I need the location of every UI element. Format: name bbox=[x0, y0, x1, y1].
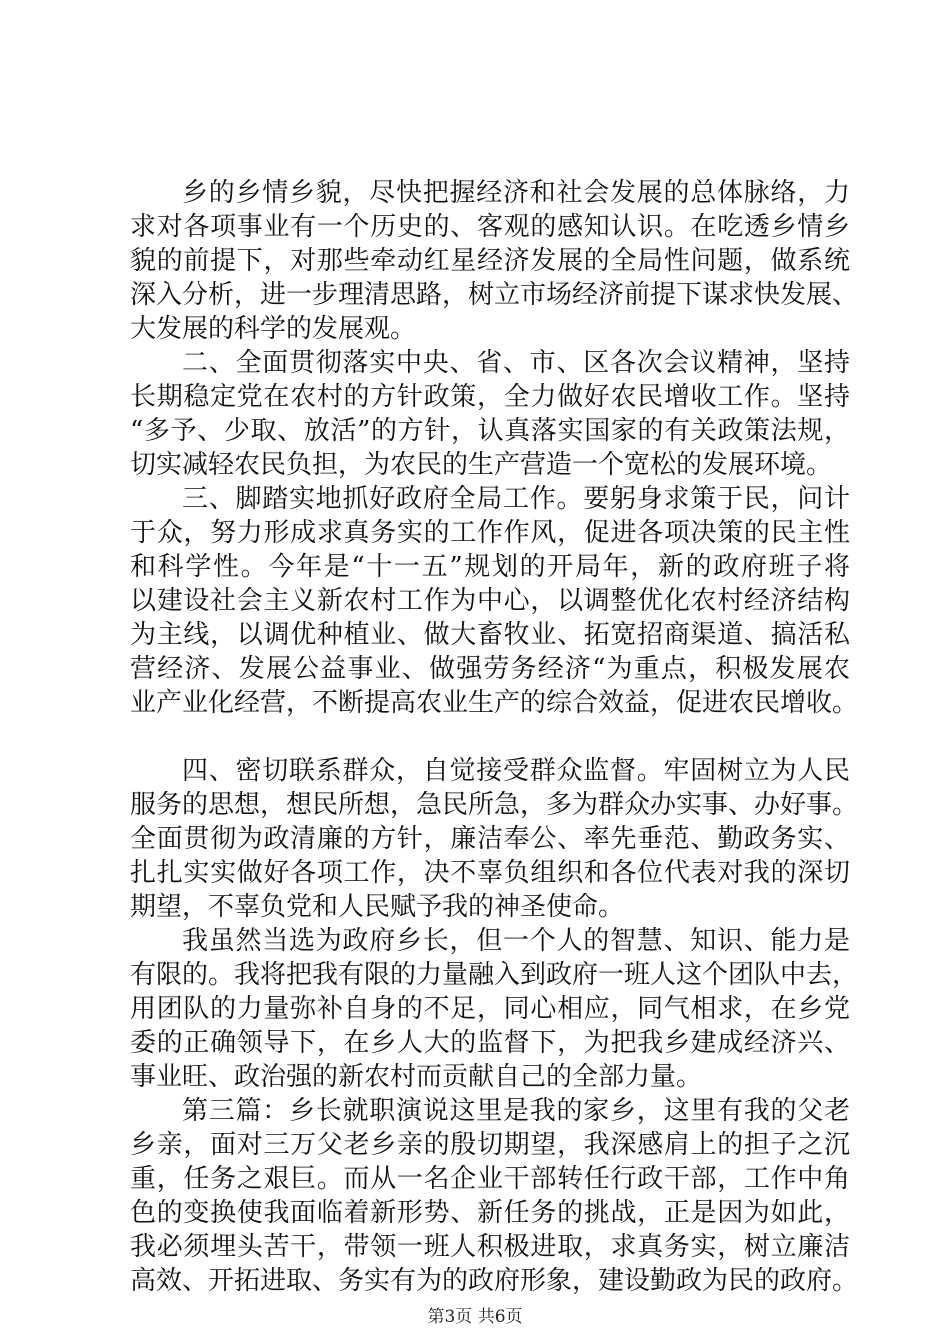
page-number-footer: 第3页 共6页 bbox=[427, 1307, 523, 1327]
paragraph-line: 全面贯彻为政清廉的方针，廉洁奉公、率先垂范、勤政务实、 bbox=[130, 824, 850, 854]
paragraph-line: 以建设社会主义新农村工作为中心，以调整优化农村经济结构 bbox=[130, 586, 850, 616]
paragraph-line: 高效、开拓进取、务实有为的政府形象，建设勤政为民的政府。 bbox=[130, 1266, 859, 1296]
paragraph-line: 期望，不辜负党和人民赋予我的神圣使命。 bbox=[130, 892, 625, 922]
paragraph-line: “多予、少取、放活”的方针，认真落实国家的有关政策法规， bbox=[130, 416, 850, 446]
paragraph-line: 四、密切联系群众，自觉接受群众监督。牢固树立为人民 bbox=[182, 756, 850, 786]
paragraph-line: 扎扎实实做好各项工作，决不辜负组织和各位代表对我的深切 bbox=[130, 858, 850, 888]
paragraph-line: 委的正确领导下，在乡人大的监督下，为把我乡建成经济兴、 bbox=[130, 1028, 850, 1058]
paragraph-line: 于众，努力形成求真务实的工作作风，促进各项决策的民主性 bbox=[130, 518, 850, 548]
paragraph-line: 长期稳定党在农村的方针政策，全力做好农民增收工作。坚持 bbox=[130, 382, 850, 412]
paragraph-line: 服务的思想，想民所想，急民所急，多为群众办实事、办好事。 bbox=[130, 790, 859, 820]
paragraph-line: 色的变换使我面临着新形势、新任务的挑战，正是因为如此， bbox=[130, 1198, 850, 1228]
paragraph-line: 二、全面贯彻落实中央、省、市、区各次会议精神，坚持 bbox=[182, 348, 850, 378]
paragraph-line: 乡的乡情乡貌，尽快把握经济和社会发展的总体脉络，力 bbox=[182, 178, 850, 208]
paragraph-line: 求对各项事业有一个历史的、客观的感知认识。在吃透乡情乡 bbox=[130, 212, 850, 242]
paragraph-line: 我虽然当选为政府乡长，但一个人的智慧、知识、能力是 bbox=[182, 926, 850, 956]
paragraph-line: 为主线，以调优种植业、做大畜牧业、拓宽招商渠道、搞活私 bbox=[130, 620, 850, 650]
paragraph-line: 营经济、发展公益事业、做强劳务经济“为重点，积极发展农 bbox=[130, 654, 850, 684]
paragraph-line: 貌的前提下，对那些牵动红星经济发展的全局性问题，做系统 bbox=[130, 246, 850, 276]
paragraph-line: 和科学性。今年是“十一五”规划的开局年，新的政府班子将 bbox=[130, 552, 850, 582]
paragraph-line: 乡亲，面对三万父老乡亲的殷切期望，我深感肩上的担子之沉 bbox=[130, 1130, 850, 1160]
paragraph-line: 重，任务之艰巨。而从一名企业干部转任行政干部，工作中角 bbox=[130, 1164, 850, 1194]
paragraph-line: 我必须埋头苦干，带领一班人积极进取，求真务实，树立廉洁 bbox=[130, 1232, 850, 1262]
paragraph-line: 大发展的科学的发展观。 bbox=[130, 314, 417, 344]
paragraph-line: 用团队的力量弥补自身的不足，同心相应，同气相求，在乡党 bbox=[130, 994, 850, 1024]
paragraph-line: 深入分析，进一步理清思路，树立市场经济前提下谋求快发展、 bbox=[130, 280, 859, 310]
paragraph-line: 事业旺、政治强的新农村而贡献自己的全部力量。 bbox=[130, 1062, 703, 1092]
paragraph-line: 有限的。我将把我有限的力量融入到政府一班人这个团队中去， bbox=[130, 960, 859, 990]
paragraph-line: 第三篇：乡长就职演说这里是我的家乡，这里有我的父老 bbox=[182, 1096, 850, 1126]
paragraph-line: 业产业化经营，不断提高农业生产的综合效益，促进农民增收。 bbox=[130, 688, 859, 718]
paragraph-line: 三、脚踏实地抓好政府全局工作。要躬身求策于民，问计 bbox=[182, 484, 850, 514]
paragraph-line: 切实减轻农民负担，为农民的生产营造一个宽松的发展环境。 bbox=[130, 450, 833, 480]
